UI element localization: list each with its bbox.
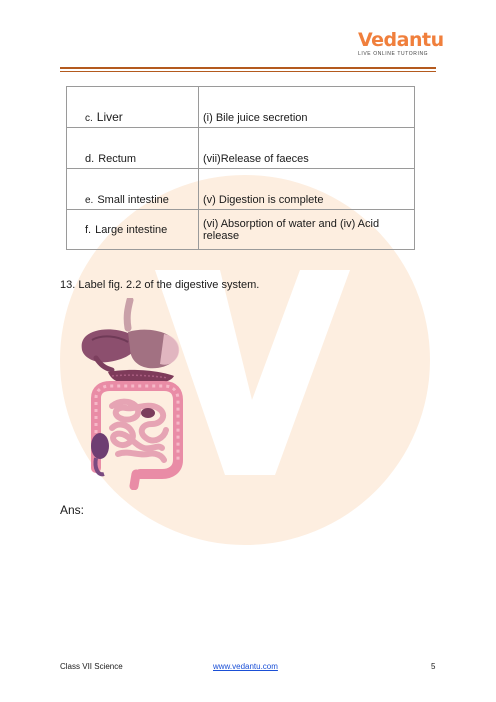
table-cell-left [67, 210, 199, 250]
footer-class-label: Class VII Science [60, 662, 123, 671]
organ-name: Large intestine [95, 223, 168, 236]
organ-name: Rectum [98, 153, 137, 165]
table-row [67, 128, 415, 169]
match-table [66, 86, 415, 250]
organ-name: Liver [96, 110, 123, 124]
organ-name: Small intestine [97, 194, 169, 206]
logo-tagline: LIVE ONLINE TUTORING [358, 51, 429, 57]
table-cell-left [67, 87, 199, 128]
row-letter: e. [85, 195, 94, 206]
row-letter: d. [85, 153, 95, 165]
table-cell-right: (i) Bile juice secretion [199, 87, 415, 128]
row-letter: c. [85, 113, 93, 124]
table-cell-right: (vi) Absorption of water and (iv) Acid release [199, 210, 415, 250]
page-number: 5 [431, 662, 436, 671]
header-rule-thin [60, 71, 436, 72]
table-cell-left [67, 128, 199, 169]
table-row [67, 87, 415, 128]
footer-website-link[interactable]: www.vedantu.com [213, 662, 278, 671]
table-row [67, 169, 415, 210]
table-row [67, 210, 415, 250]
table-cell-right: (vii)Release of faeces [199, 128, 415, 169]
header-rule [60, 67, 436, 69]
question-text: 13. Label fig. 2.2 of the digestive system. [60, 279, 260, 291]
answer-label: Ans: [60, 503, 85, 517]
logo-wordmark: Vedantu [358, 29, 444, 51]
row-letter: f. [85, 223, 92, 236]
vedantu-logo [358, 29, 444, 57]
digestive-system-figure [78, 298, 188, 490]
table-cell-left [67, 169, 199, 210]
table-cell-right: (v) Digestion is complete [199, 169, 415, 210]
